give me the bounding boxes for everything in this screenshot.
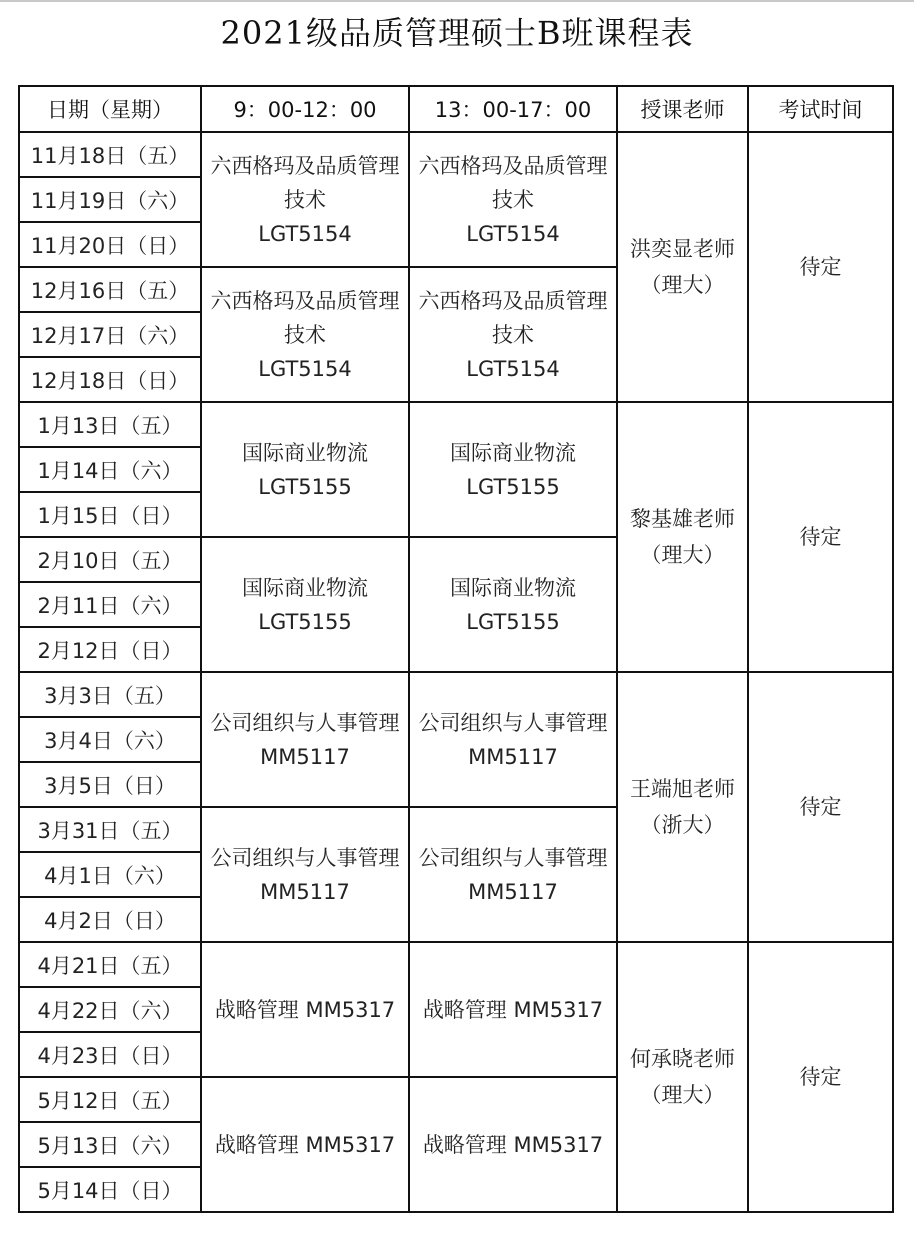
- date-cell: 3月5日（日）: [19, 762, 201, 807]
- afternoon-course-cell: [409, 807, 617, 942]
- afternoon-course-name: 国际商业物流: [450, 575, 576, 600]
- afternoon-course-cell: [409, 672, 617, 807]
- teacher-cell: [617, 402, 748, 672]
- morning-course-cell: [201, 402, 409, 537]
- teacher-name: 何承晓老师: [630, 1047, 735, 1071]
- morning-course-code: LGT5155: [258, 474, 352, 499]
- morning-course-name: 六西格玛及品质管理技术: [210, 153, 400, 212]
- header-row: [19, 86, 893, 132]
- date-cell: 12月16日（五）: [19, 267, 201, 312]
- date-cell: 2月11日（六）: [19, 582, 201, 627]
- morning-course-code: LGT5154: [258, 221, 352, 246]
- morning-course-name: 国际商业物流: [242, 440, 368, 465]
- date-cell: 5月12日（五）: [19, 1077, 201, 1122]
- afternoon-course-code: LGT5154: [466, 221, 560, 246]
- table-row: [19, 672, 893, 717]
- afternoon-course-cell: [409, 402, 617, 537]
- date-cell: 5月14日（日）: [19, 1167, 201, 1212]
- date-cell: 5月13日（六）: [19, 1122, 201, 1167]
- header-morning: 9：00-12：00: [201, 86, 409, 132]
- afternoon-course-name: 六西格玛及品质管理技术: [418, 288, 608, 347]
- teacher-school: （理大）: [640, 543, 725, 567]
- afternoon-course-cell: [409, 1077, 617, 1212]
- header-afternoon: 13：00-17：00: [409, 86, 617, 132]
- morning-course-name: 国际商业物流: [242, 575, 368, 600]
- morning-course-name: 公司组织与人事管理MM5117: [210, 710, 400, 769]
- teacher-name: 黎基雄老师: [630, 507, 735, 531]
- table-row: [19, 942, 893, 987]
- afternoon-course-name: 战略管理 MM5317: [422, 997, 604, 1022]
- teacher-name: 王端旭老师: [630, 777, 735, 801]
- afternoon-course-code: LGT5155: [466, 474, 560, 499]
- date-cell: 1月15日（日）: [19, 492, 201, 537]
- morning-course-name: 战略管理 MM5317: [214, 997, 396, 1022]
- afternoon-course-name: 国际商业物流: [450, 440, 576, 465]
- afternoon-course-name: 公司组织与人事管理MM5117: [418, 845, 608, 904]
- exam-time-cell: 待定: [748, 132, 893, 402]
- teacher-school: （理大）: [640, 273, 725, 297]
- afternoon-course-cell: [409, 267, 617, 402]
- exam-time-cell: 待定: [748, 402, 893, 672]
- date-cell: 4月1日（六）: [19, 852, 201, 897]
- afternoon-course-name: 公司组织与人事管理MM5117: [418, 710, 608, 769]
- date-cell: 4月23日（日）: [19, 1032, 201, 1077]
- afternoon-course-cell: [409, 132, 617, 267]
- morning-course-code: LGT5154: [258, 356, 352, 381]
- morning-course-cell: [201, 672, 409, 807]
- date-cell: 1月14日（六）: [19, 447, 201, 492]
- teacher-school: （理大）: [640, 1083, 725, 1107]
- afternoon-course-cell: [409, 942, 617, 1077]
- afternoon-course-name: 六西格玛及品质管理技术: [418, 153, 608, 212]
- afternoon-course-code: LGT5154: [466, 356, 560, 381]
- teacher-school: （浙大）: [640, 813, 725, 837]
- table-row: [19, 132, 893, 177]
- date-cell: 12月18日（日）: [19, 357, 201, 402]
- afternoon-course-name: 战略管理 MM5317: [422, 1132, 604, 1157]
- morning-course-cell: [201, 132, 409, 267]
- header-date: 日期（星期）: [19, 86, 201, 132]
- header-exam: 考试时间: [748, 86, 893, 132]
- morning-course-name: 六西格玛及品质管理技术: [210, 288, 400, 347]
- morning-course-name: 公司组织与人事管理MM5117: [210, 845, 400, 904]
- schedule-body: [19, 132, 893, 1212]
- date-cell: 1月13日（五）: [19, 402, 201, 447]
- morning-course-code: LGT5155: [258, 609, 352, 634]
- date-cell: 12月17日（六）: [19, 312, 201, 357]
- date-cell: 11月18日（五）: [19, 132, 201, 177]
- morning-course-cell: [201, 807, 409, 942]
- table-row: [19, 402, 893, 447]
- teacher-cell: [617, 132, 748, 402]
- date-cell: 3月31日（五）: [19, 807, 201, 852]
- date-cell: 2月12日（日）: [19, 627, 201, 672]
- afternoon-course-cell: [409, 537, 617, 672]
- date-cell: 3月4日（六）: [19, 717, 201, 762]
- date-cell: 3月3日（五）: [19, 672, 201, 717]
- date-cell: 4月21日（五）: [19, 942, 201, 987]
- date-cell: 2月10日（五）: [19, 537, 201, 582]
- exam-time-cell: 待定: [748, 672, 893, 942]
- morning-course-cell: [201, 942, 409, 1077]
- teacher-cell: [617, 672, 748, 942]
- morning-course-cell: [201, 267, 409, 402]
- morning-course-name: 战略管理 MM5317: [214, 1132, 396, 1157]
- date-cell: 4月22日（六）: [19, 987, 201, 1032]
- top-rule: [0, 0, 914, 2]
- teacher-cell: [617, 942, 748, 1212]
- morning-course-cell: [201, 1077, 409, 1212]
- date-cell: 11月20日（日）: [19, 222, 201, 267]
- afternoon-course-code: LGT5155: [466, 609, 560, 634]
- morning-course-cell: [201, 537, 409, 672]
- page-title: 2021级品质管理硕士B班课程表: [220, 14, 694, 52]
- exam-time-cell: 待定: [748, 942, 893, 1212]
- date-cell: 11月19日（六）: [19, 177, 201, 222]
- schedule-table: [18, 85, 894, 1213]
- teacher-name: 洪奕显老师: [630, 237, 735, 261]
- date-cell: 4月2日（日）: [19, 897, 201, 942]
- header-teacher: 授课老师: [617, 86, 748, 132]
